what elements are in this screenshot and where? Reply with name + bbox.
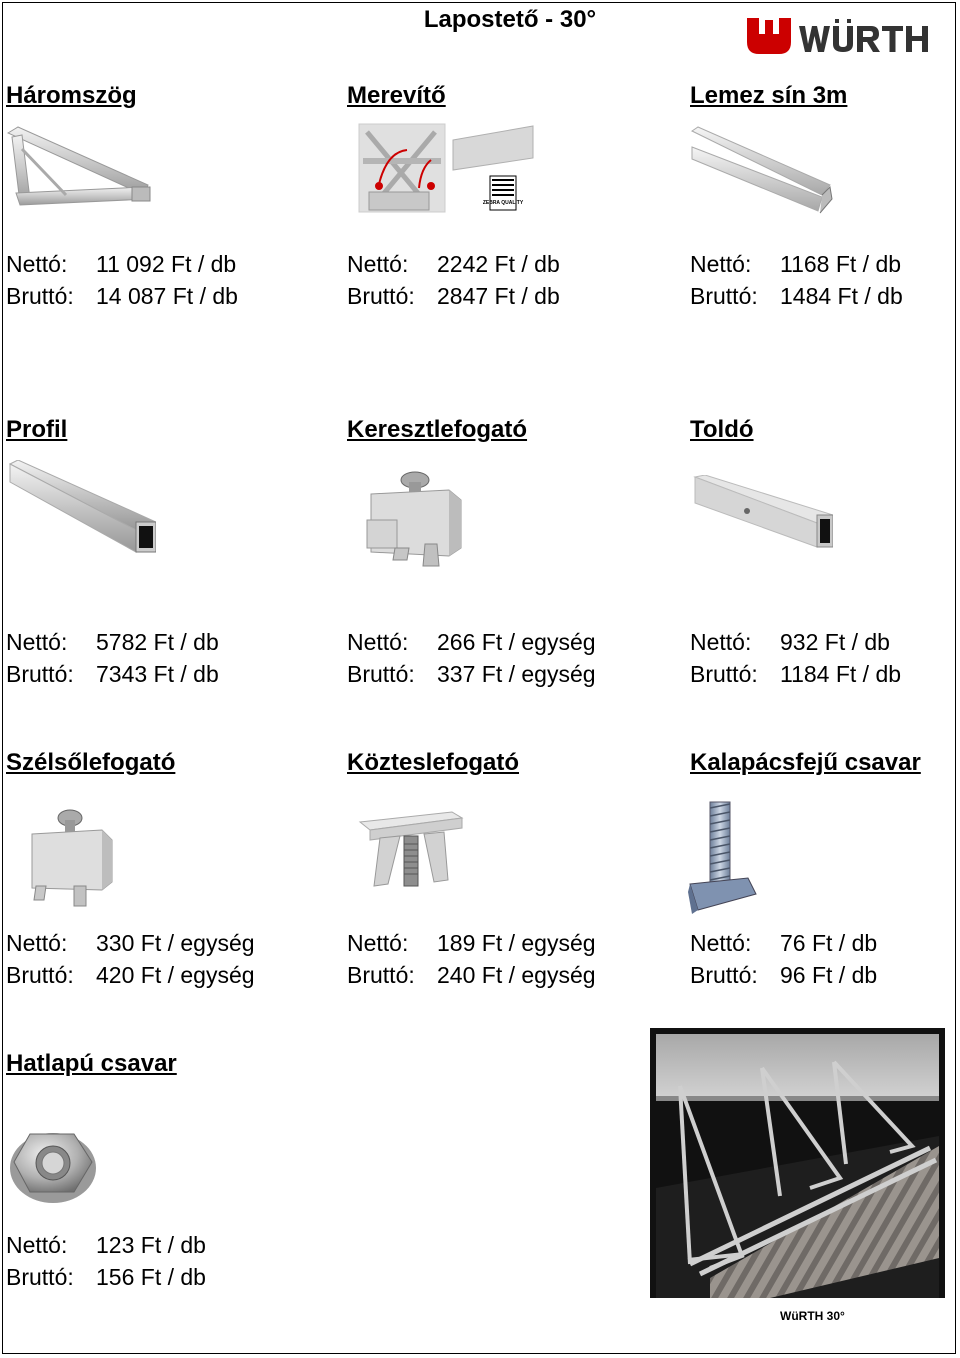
roof-photo-caption: WüRTH 30° [780,1309,845,1323]
price-net-lemez-sin: Nettó: 1168 Ft / db [690,251,902,277]
page-title: Lapostető - 30° [423,6,597,33]
price-net-toldo: Nettó: 932 Ft / db [690,629,890,655]
connector-image [693,475,833,550]
price-gross-kalapacsfeju-csavar: Bruttó: 96 Ft / db [690,962,878,988]
price-gross-toldo: Bruttó: 1184 Ft / db [690,661,902,687]
price-net-haromszog: Nettó: 11 092 Ft / db [6,251,237,277]
price-net-kalapacsfeju-csavar: Nettó: 76 Ft / db [690,930,878,956]
price-net-profil: Nettó: 5782 Ft / db [6,629,219,655]
stiffener-image [357,122,537,214]
product-title-keresztlefogato: Keresztlefogató [347,416,528,443]
price-gross-szelsolefogato: Bruttó: 420 Ft / egység [6,962,255,988]
product-title-merevito: Merevítő [347,82,446,109]
wurth-logo [745,14,940,60]
product-title-szelsolefogato: Szélsőlefogató [6,749,176,776]
product-title-profil: Profil [6,416,68,443]
price-gross-hatlapu-csavar: Bruttó: 156 Ft / db [6,1264,206,1290]
end-clamp-image [28,808,116,910]
price-net-szelsolefogato: Nettó: 330 Ft / egység [6,930,255,956]
product-title-kalapacsfeju-csavar: Kalapácsfejű csavar [690,749,921,776]
hammer-head-bolt-image [688,798,758,916]
price-gross-profil: Bruttó: 7343 Ft / db [6,661,219,687]
price-gross-keresztlefogato: Bruttó: 337 Ft / egység [347,661,596,687]
product-title-kozteslefogato: Közteslefogató [347,749,520,776]
sheet-rail-image [690,125,835,220]
price-gross-lemez-sin: Bruttó: 1484 Ft / db [690,283,903,309]
price-net-merevito: Nettó: 2242 Ft / db [347,251,560,277]
middle-clamp-image [358,808,464,890]
price-net-hatlapu-csavar: Nettó: 123 Ft / db [6,1232,206,1258]
product-title-haromszog: Háromszög [6,82,137,109]
roof-mounting-photo [650,1028,945,1306]
price-gross-kozteslefogato: Bruttó: 240 Ft / egység [347,962,596,988]
price-net-kozteslefogato: Nettó: 189 Ft / egység [347,930,596,956]
profile-rail-image [8,460,156,555]
price-gross-haromszog: Bruttó: 14 087 Ft / db [6,283,238,309]
hex-nut-image [8,1118,98,1206]
zebra-quality-badge: ZEBRA QUALITY [482,200,524,206]
cross-clamp-image [365,470,465,568]
price-gross-merevito: Bruttó: 2847 Ft / db [347,283,560,309]
price-net-keresztlefogato: Nettó: 266 Ft / egység [347,629,596,655]
product-title-hatlapu-csavar: Hatlapú csavar [6,1050,177,1077]
triangle-bracket-image [6,125,151,210]
product-title-lemez-sin: Lemez sín 3m [690,82,848,109]
product-title-toldo: Toldó [690,416,754,443]
